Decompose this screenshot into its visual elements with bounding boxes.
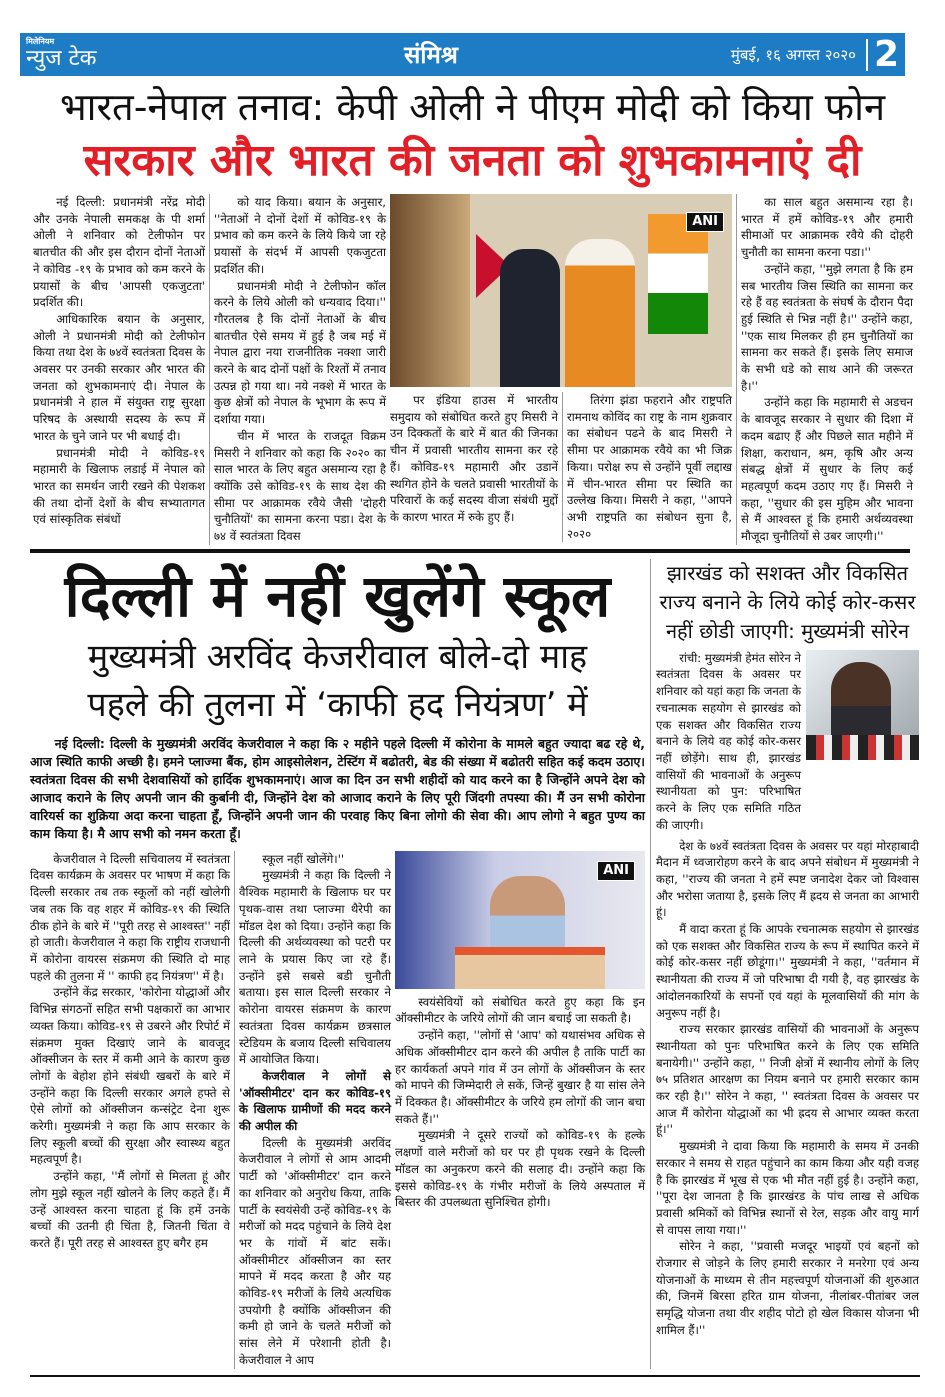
newspaper-logo: न्युज टेक <box>26 46 97 71</box>
india-flag <box>648 214 708 334</box>
story2-column-2 <box>239 851 391 1369</box>
page-number-divider <box>866 39 868 71</box>
ani-photo-credit: ANI <box>597 861 635 881</box>
paragraph: रांची: मुख्यमंत्री हेमंत सोरेन ने स्वतंत्रता दिवस के अवसर पर शनिवार को यहां कहा कि जनता के रचनात्मक सहयोग से झारखंड को एक सशक्त और विकसित राज्य बनाने के लिये वह कोई कोर-कसर नहीं छोड़ेंगे। साथ ही, झारखंड वासियों की भावनाओं के अनुरूप स्थानीयता को पुन: परिभाषित करने के लिए एक समिति गठित की जाएगी। <box>656 650 801 832</box>
paragraph: पर इंडिया हाउस में भारतीय समुदाय को संबोधित करते हुए मिसरी ने उन दिक्कतों के बारे में बात की जिनका चीन में प्रवासी भारतीय सामना कर रहे हैं। कोविड-१९ महामारी और उडानें स्थगित होने के चलते प्रवासी भारतीयों के परिवारों के कई सदस्य वीजा संबंधी मुद्दों के कारण भारत में रुके हुए हैं। <box>390 393 558 524</box>
story1-center <box>390 194 732 545</box>
story2-center <box>395 851 645 1369</box>
story2-column-3 <box>395 994 645 1211</box>
kejriwal-photo <box>395 851 645 989</box>
story2-column-1 <box>30 851 230 1369</box>
column-divider <box>650 559 651 1369</box>
brand-small-label: मिलेनियम <box>26 37 55 46</box>
column-divider <box>209 194 210 545</box>
story1-center-columns <box>390 392 732 542</box>
paragraph: नई दिल्ली: प्रधानमंत्री नरेंद्र मोदी और उनके नेपाली समकक्ष के पी शर्मा ओली ने शनिवार को टेलीफोन पर बातचीत की और इस दौरान दोनों नेताओं ने कोविड -१९ के प्रभाव को कम करने के प्रयासों के बीच 'आपसी एकजुटता' प्रदर्शित की। <box>33 195 205 310</box>
paragraph: स्वयंसेवियों को संबोधित करते हुए कहा कि इन ऑक्सीमीटर के जरिये लोगों की जान बचाई जा सकती है। <box>395 994 645 1026</box>
paragraph: उन्होंने केंद्र सरकार, 'कोरोना योद्धाओं और विभिन्न संगठनों सहित सभी पक्षकारों का आभार व्यक्त किया। कोविड-१९ से उबरने और रिपोर्ट में संक्रमण मुक्त दिखाएं जाने के बावजूद ऑक्सीजन के स्तर में कमी आने के कारण कुछ लोगों के बेहोश होने संबंधी खबरों के बारे में उन्होंने कहा कि दिल्ली सरकार अगले हफ्ते से ऐसे लोगों को ऑक्सीजन कन्संट्रेट देना शुरू करेगी। मुख्यमंत्री ने कहा कि आप सरकार के लिए स्कूली बच्चों की सुरक्षा और स्वास्थ्य बहुत महत्वपूर्ण है। <box>30 985 230 1167</box>
story1-column-3 <box>390 392 558 542</box>
paragraph: मुख्यमंत्री ने दूसरे राज्यों को कोविड-१९ के हल्के लक्षणों वाले मरीजों को घर पर ही पृथक रखने के दिल्ली मॉडल का अनुकरण करने की सलाह दी। उन्होंने कहा कि इससे कोविड-१९ के गंभीर मरीजों के लिये अस्पताल में बिस्तर की उपलब्धता सुनिश्चित होगी। <box>395 1128 645 1210</box>
bottom-rule <box>30 1375 920 1377</box>
paragraph: उन्होंने कहा, ''मैं लोगों से मिलता हूं और लोग मुझे स्कूल नहीं खोलने के लिए कहते हैं। मैं उन्हें आश्वस्त करना चाहता हूं कि हमें उनके बच्चों की उतनी ही चिंता है, जितनी चिंता वे करते हैं। पूरी तरह से आश्वस्त हुए बगैर हम <box>30 1169 230 1250</box>
ani-photo-credit: ANI <box>686 212 724 232</box>
modi-figure <box>565 239 635 387</box>
story3-column-top <box>656 650 801 834</box>
page-number: 2 <box>873 33 899 75</box>
paragraph: उन्होंने कहा, ''मुझे लगता है कि हम सब भारतीय जिस स्थिति का सामना कर रहे हैं वह स्वतंत्रता के संघर्ष के दौरान पैदा हुई स्थिति से भिन्न नहीं है।'' उन्होंने कहा, ''एक साथ मिलकर ही हम चुनौतियों का सामना कर सकते हैं। इसके लिए समाज के सभी धडे को साथ आने की जरूरत है।'' <box>741 261 913 393</box>
paragraph: का साल बहुत असमान्य रहा है। भारत में हमें कोविड-१९ और हमारी सीमाओं पर आक्रामक रवैये की दोहरी चुनौती का सामना करना पडा।'' <box>741 195 913 260</box>
story1-column-2 <box>214 194 386 545</box>
story2 <box>30 559 645 1369</box>
story1-headline: भारत-नेपाल तनाव: केपी ओली ने पीएम मोदी को किया फोन <box>59 85 886 129</box>
paragraph: चीन में भारत के राजदूत विक्रम मिसरी ने शनिवार को कहा कि २०२० का साल भारत के लिए बहुत असमान्य रहा है क्योंकि उसे कोविड-१९ के साथ देश की सीमा पर आक्रामक रवैये जैसी 'दोहरी चुनौतियों' का सामना करना पडा। देश के ७४ वें स्वतंत्रता दिवस <box>214 428 386 544</box>
column-divider <box>736 194 737 545</box>
paragraph: देश के ७४वें स्वतंत्रता दिवस के अवसर पर यहां मोरहाबादी मैदान में ध्वजारोहण करने के बाद अपने संबोधन में मुख्यमंत्री ने कहा, ''राज्य की जनता ने हमें स्पष्ट जनादेश देकर जो विश्वास और भरोसा जताया है, इसके लिए मैं ह्रदय से जनता का आभारी हूं। <box>656 838 919 920</box>
section-title: संमिश्र <box>404 40 458 69</box>
paragraph: उन्होंने कहा कि महामारी से अडचन के बावजूद सरकार ने सुधार की दिशा में कदम बढाए हैं और पिछले सात महीने में शिक्षा, कराधान, श्रम, कृषि और अन्य संबद्ध क्षेत्रों में सुधार के लिए कई महत्वपूर्ण कदम उठाए गए हैं। मिसरी ने कहा, ''सुधार की इस मुहिम और भावना से मैं आश्वस्त हूं कि हमारी अर्थव्यवस्था मौजूदा चुनौतियों से उबर जाएगी।'' <box>741 395 913 544</box>
story1-column-5 <box>741 194 913 545</box>
paragraph: सोरेन ने कहा, ''प्रवासी मजदूर भाइयों एवं बहनों को रोजगार से जोड़ने के लिए हमारी सरकार ने मनरेगा एवं अन्य योजनाओं के माध्यम से तीन महत्त्वपूर्ण योजनाओं की शुरुआत की, जिनमें बिरसा हरित ग्राम योजना, नीलांबर-पीतांबर जल समृद्धि योजना तथा वीर शहीद पोटो हो खेल विकास योजना भी शामिल हैं।'' <box>656 1239 919 1337</box>
paragraph: स्कूल नहीं खोलेंगे।'' <box>262 851 345 866</box>
story2-headline: दिल्ली में नहीं खुलेंगे स्कूल <box>64 561 611 630</box>
paragraph: दिल्ली के मुख्यमंत्री अरविंद केजरीवाल ने लोगों से आम आदमी पार्टी को 'ऑक्सीमीटर' दान करने का शनिवार को अनुरोध किया, ताकि पार्टी के स्वयंसेवी उन्हें कोविड-१९ के मरीजों को मदद पहुंचाने के लिये देश भर के गांवों में बांट सकें। ऑक्सीमीटर ऑक्सीजन का स्तर मापने में मदद करता है और यह कोविड-१९ मरीजों के लिये अत्यधिक उपयोगी है क्योंकि ऑक्सीजन की कमी हो जाने के चलते मरीजों को सांस लेने में परेशानी होती है। केजरीवाल ने आप <box>239 1135 391 1367</box>
microphones <box>806 735 919 760</box>
story3-column-bottom <box>656 838 919 1339</box>
soren-photo <box>806 650 919 760</box>
paragraph: मैं वादा करता हूं कि आपके रचनात्मक सहयोग से झारखंड को एक सशक्त और विकसित राज्य के रूप में स्थापित करने में कोई कोर-कसर नहीं छोडूंगा।'' मुख्यमंत्री ने कहा, ''वर्तमान में स्थानीयता की राज्य में जो परिभाषा दी गयी है, वह झारखंड के आंदोलनकारियों के सपनों एवं यहां के मूलवासियों की मांग के अनुरूप नहीं है। <box>656 922 919 1020</box>
podium <box>455 951 605 989</box>
paragraph: राज्य सरकार झारखंड वासियों की भावनाओं के अनुरूप स्थानीयता को पुनः परिभाषित करने के लिए एक समिति बनायेगी।'' उन्होंने कहा, '' निजी क्षेत्रों में स्थानीय लोगों के लिए ७५ प्रतिशत आरक्षण का नियम बनाने पर हमारी सरकार काम कर रही है।'' सोरेन ने कहा, '' स्वतंत्रता दिवस के अवसर पर आज मैं कोरोना योद्धाओं का भी ह्रदय से आभार व्यक्त करता हूं।'' <box>656 1022 919 1137</box>
paragraph: आधिकारिक बयान के अनुसार, ओली ने प्रधानमंत्री मोदी को टेलीफोन किया तथा देश के ७४वें स्वतंत्रता दिवस के अवसर पर उनकी सरकार और भारत की जनता को शुभकामनाएं दी। नेपाल के प्रधानमंत्री ने हाल में संयुक्त राष्ट्र सुरक्षा परिषद के अस्थायी सदस्य के रूप में भारत के चुने जाने पर भी बधाई दी। <box>33 311 205 443</box>
story3-top <box>656 650 919 834</box>
story3-headline: झारखंड को सशक्त और विकसित राज्य बनाने के लिये कोई कोर-कसर नहीं छोडी जाएगी: मुख्यमंत्री सोरेन <box>659 560 916 643</box>
issue-date: मुंबई, १६ अगस्त २०२० <box>730 45 856 64</box>
masthead-bar <box>20 33 905 76</box>
story2-body <box>30 851 645 1369</box>
paragraph: केजरीवाल ने लोगों से 'ऑक्सीमीटर' दान कर कोविड-१९ के खिलाफ ग्रामीणों की मदद करने की अपील की <box>239 1068 391 1134</box>
story2-subheadline-2: पहले की तुलना में ‘काफी हद नियंत्रण’ में <box>87 684 588 725</box>
paragraph: मुख्यमंत्री ने दावा किया कि महामारी के समय में उनकी सरकार ने समय से राहत पहुंचाने का काम किया और यही वजह है कि झारखंड में भूख से एक भी मौत नहीं हुई है। उन्होंने कहा, ''पूरा देश जानता है कि झारखंरड के पांच लाख से अधिक प्रवासी श्रमिकों को विभिन्न स्थानों से रेल, सड़क और वायु मार्ग से वापस लाया गया।'' <box>656 1139 919 1237</box>
story1-column-4 <box>567 392 732 542</box>
paragraph: प्रधानमंत्री मोदी ने कोविड-१९ महामारी के खिलाफ लडाई में नेपाल को भारत का समर्थन जारी रखने की पेशकश की तथा दोनों देशों के बीच सभ्यातागत एवं सांस्कृतिक संबंधों <box>33 445 205 527</box>
column-divider <box>562 392 563 542</box>
flower-garland <box>455 947 605 955</box>
paragraph: मुख्यमंत्री ने कहा कि दिल्ली ने वैश्विक महामारी के खिलाफ घर पर पृथक-वास तथा प्लाज्मा थैरेपी का मॉडल देश को दिया। उन्होंने कहा कि दिल्ली की अर्थव्यवस्था को पटरी पर लाने के प्रयास किए जा रहे हैं। उन्होंने इसे सबसे बडी चुनौती बताया। इस साल दिल्ली सरकार ने कोरोना वायरस संक्रमण के कारण स्वतंत्रता दिवस कार्यक्रम छत्रसाल स्टेडियम के बजाय दिल्ली सचिवालय में आयोजित किया। <box>239 868 391 1067</box>
story1-column-1 <box>33 194 205 545</box>
story2-subheadline-1: मुख्यमंत्री अरविंद केजरीवाल बोले-दो माह <box>87 636 588 677</box>
section-rule <box>30 549 910 553</box>
brand-block <box>26 37 176 72</box>
story1-body <box>33 194 912 545</box>
lower-section <box>30 559 920 1369</box>
oli-figure <box>500 249 560 387</box>
story2-intro: नई दिल्ली: दिल्ली के मुख्यमंत्री अरविंद केजरीवाल ने कहा कि २ महीने पहले दिल्ली में कोरोना के मामले बहुत ज्यादा बढ रहे थे, आज स्थिति काफी अच्छी है। हमने प्लाज्मा बैंक, होम आइसोलेशन, टेस्टिंग में बढोतरी, बेड की संख्या में बढोतरी सहित कई कदम उठाए। स्वतंत्रता दिवस की सभी देशवासियों को हार्दिक शुभकामनाएं। आज का दिन उन सभी शहीदों को याद करने का है जिन्होंने अपने देश को आजाद कराने के लिए अपनी जान की कुर्बानी दी, जिन्होंने देश को आजाद कराने के लिए पूरी जिंदगी तपस्या की। मैं उन सभी कोरोना वारियर्स का शुक्रिया अदा करना चाहता हूँ, जिन्होंने अपनी जान की परवाह किए बिना लोगो की सेवा की। आप लोगो ने बहुत पुण्य का काम किया है। मै आप सभी को नमन करता हूँ। <box>30 735 645 841</box>
paragraph: प्रधानमंत्री मोदी ने टेलीफोन कॉल करने के लिये ओली को धन्यवाद दिया।'' गौरतलब है कि दोनों नेताओं के बीच बातचीत ऐसे समय में हुई है जब मई में नेपाल द्वारा नया राजनीतिक नक्शा जारी करने के बाद दोनों पक्षों के रिश्तों में तनाव उत्पन्न हो गया था। नये नक्शे में भारत के कुछ क्षेत्रों को नेपाल के भूभाग के रूप में दर्शाया गया। <box>214 278 386 427</box>
story3 <box>656 559 919 1369</box>
paragraph: तिरंगा झंडा फहराने और राष्ट्रपति रामनाथ कोविंद का राष्ट्र के नाम शुक्रवार का संबोधन पढने के बाद मिसरी ने सीमा पर आक्रामक रवैये का भी जिक्र किया। परोक्ष रुप से उन्होंने पूर्वी लद्दाख में चीन-भारत सीमा पर स्थिति का उल्लेख किया। मिसरी ने कहा, ''आपने अभी राष्ट्रपति का संबोधन सुना है, २०२० <box>567 393 732 541</box>
wooden-door <box>390 194 470 387</box>
paragraph: केजरीवाल ने दिल्ली सचिवालय में स्वतंत्रता दिवस कार्यक्रम के अवसर पर भाषण में कहा कि दिल्ली सरकार तब तक स्कूलों को नहीं खोलेगी जब तक कि वह शहर में कोविड-१९ की स्थिति ठीक होने के बारे में ''पूरी तरह से आश्वस्त'' नहीं हो जाती। केजरीवाल ने कहा कि राष्ट्रीय राजधानी में कोरोना वायरस संक्रमण की स्थिति दो माह पहले की तुलना में '' काफी हद नियंत्रण'' में है। <box>30 851 230 983</box>
modi-oli-photo <box>390 194 732 387</box>
paragraph: को याद किया। बयान के अनुसार, ''नेताओं ने दोनों देशों में कोविड-१९ के प्रभाव को कम करने के लिये किये जा रहे प्रयासों के संदर्भ में आपसी एकजुटता प्रदर्शित की। <box>214 195 386 276</box>
paragraph: उन्होंने कहा, ''लोगों से 'आप' को यथासंभव अधिक से अधिक ऑक्सीमीटर दान करने की अपील है ताकि पार्टी का हर कार्यकर्ता अपने गांव में उन लोगों के ऑक्सीजन के स्तर को मापने की जिम्मेदारी ले सकें, जिन्हें बुखार है या सांस लेने में दिक्कत है। ऑक्सीमीटर के जरिये हम लोगों की जान बचा सकते हैं।'' <box>395 1028 645 1126</box>
story1-subheadline: सरकार और भारत की जनता को शुभकामनाएं दी <box>83 135 862 186</box>
column-divider <box>234 851 235 1369</box>
